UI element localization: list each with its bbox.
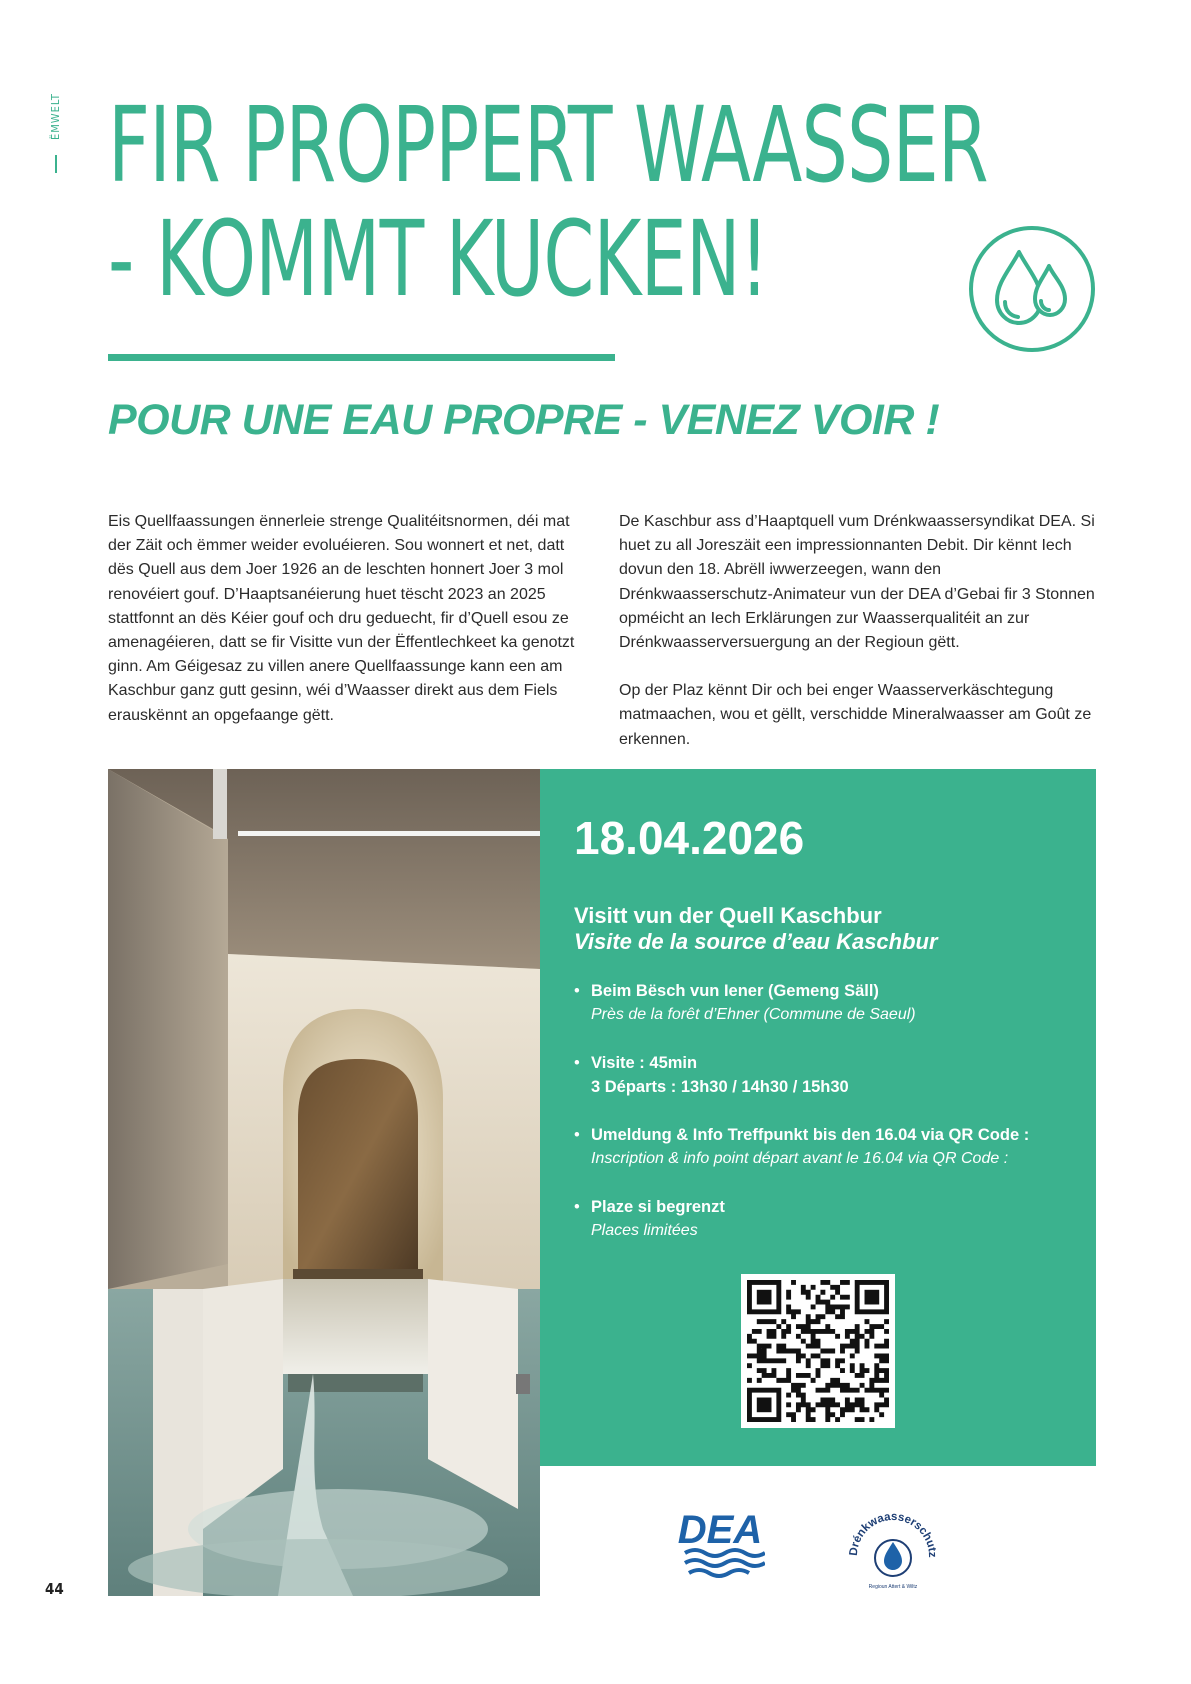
title-line-1: FIR PROPPERT WAASSER [108, 84, 988, 206]
page-subtitle: POUR UNE EAU PROPRE - VENEZ VOIR ! [108, 396, 940, 444]
event-date: 18.04.2026 [574, 812, 805, 864]
list-item: • Plaze si begrenzt Places limitées [574, 1195, 1084, 1243]
event-title-fr: Visite de la source d’eau Kaschbur [574, 929, 938, 954]
title-divider [108, 354, 615, 361]
list-item: • Visite : 45min 3 Départs : 13h30 / 14h30 / 15h30 [574, 1051, 1084, 1099]
dea-logo [675, 1495, 765, 1585]
event-details-list [574, 979, 1084, 1267]
svg-text:DEA: DEA [677, 1508, 763, 1552]
page-title [108, 84, 988, 320]
intro-column-left [108, 510, 583, 752]
list-item: • Umeldung & Info Treffpunkt bis den 16.04 via QR Code : Inscription & info point départ avant le 16.04 via QR Code : [574, 1123, 1084, 1171]
intro-column-right [619, 510, 1099, 776]
svg-text:Drénkwaasserschutz: Drénkwaasserschutz [847, 1510, 939, 1558]
drenkwaasserschutz-logo [843, 1500, 943, 1600]
water-drop-icon [967, 224, 1097, 354]
event-title-lb: Visitt vun der Quell Kaschbur [574, 903, 882, 928]
qr-code[interactable] [741, 1274, 895, 1428]
svg-text:Regioun Attert & Wiltz: Regioun Attert & Wiltz [868, 1584, 918, 1590]
title-line-2: - KOMMT KUCKEN! [108, 198, 769, 320]
spring-interior-photo [108, 769, 540, 1596]
section-dash [55, 155, 57, 173]
page-number: 44 [45, 1580, 64, 1598]
event-info-panel [540, 769, 1096, 1466]
intro-paragraph: Eis Quellfaassungen ënnerleie strenge Qualitéitsnormen, déi mat der Zäit och ëmmer weider evoluéieren. Sou wonnert et net, datt dës Quell aus dem Joer 1926 an de leschten honnert Joer 3 mol renovéiert gouf. D’Haaptsanéierung huet tëscht 2023 an 2025 stattfonnt an dës Kéier gouf och dru geduecht, fir d’Quell esou ze amenagéieren, datt se fir Visitte vun der Ëffentlechkeet ka genotzt ginn. Am Géigesaz zu villen anere Quellfaassunge kann een am Kaschbur ganz gutt gesinn, wéi d’Waasser direkt aus dem Fiels erauskënnt an opgefaange gëtt. [108, 513, 575, 724]
detail-paragraph-2: Op der Plaz kënnt Dir och bei enger Waasserverkäschtegung matmaachen, wou et gëllt, verschidde Mineralwaasser am Goût ze erkennen. [619, 682, 1092, 748]
section-label: ËMWELT [49, 93, 62, 140]
event-title [574, 903, 938, 955]
list-item: • Beim Bësch vun Iener (Gemeng Säll) Près de la forêt d’Ehner (Commune de Saeul) [574, 979, 1084, 1027]
detail-paragraph-1: De Kaschbur ass d’Haaptquell vum Drénkwaassersyndikat DEA. Si huet zu all Joreszäit een impressionnanten Debit. Dir kënnt Iech dovun den 18. Abrëll iwwerzeegen, wann den Drénkwaasserschutz-Animateur vun der DEA d’Gebai fir 3 Stonnen opméicht an Iech Erklärungen zur Waasserqualitéit an zur Drénkwaasserversuergung an der Regioun gëtt. [619, 513, 1095, 652]
